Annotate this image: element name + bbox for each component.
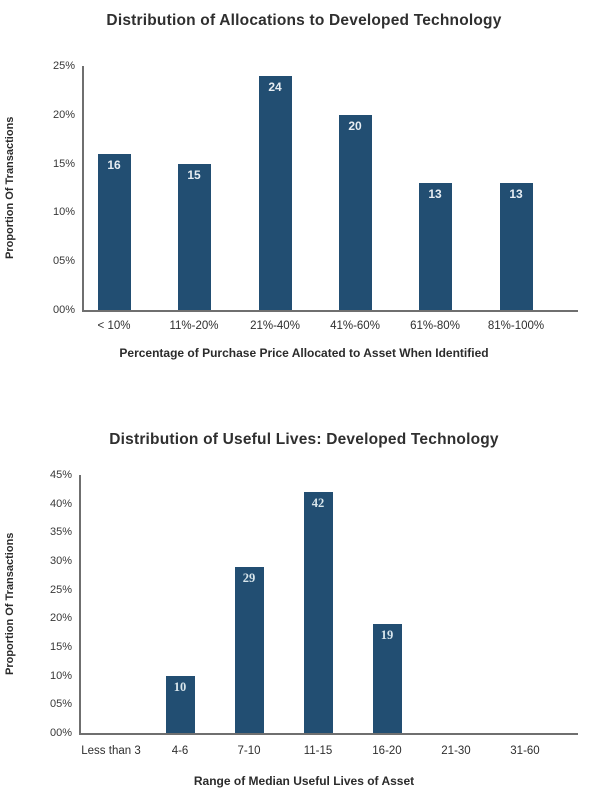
y-axis-line [79, 475, 81, 733]
y-tick-label: 25% [49, 583, 72, 596]
y-tick-label: 35% [49, 526, 72, 539]
y-tick-label: 15% [49, 641, 72, 653]
x-category-label: 21%-40% [250, 320, 300, 332]
y-tick-label: 20% [52, 108, 75, 121]
chart-title: Distribution of Allocations to Developed Technology [106, 12, 502, 29]
bar [98, 154, 131, 310]
allocations-chart [0, 0, 608, 395]
y-tick-label: 00% [49, 727, 72, 739]
x-category-label: 16-20 [372, 745, 402, 757]
y-tick-label: 05% [52, 255, 75, 268]
y-tick-label: 15% [52, 157, 75, 170]
x-category-label: Less than 3 [81, 745, 141, 757]
bar [235, 567, 264, 733]
y-tick-label: 30% [49, 555, 72, 567]
y-tick-label: 45% [49, 469, 72, 481]
y-tick-label: 00% [52, 304, 75, 316]
bar [500, 183, 533, 310]
x-category-label: 4-6 [171, 745, 189, 757]
bar [419, 183, 452, 310]
bar-value-label: 42 [311, 496, 325, 510]
y-tick-label: 10% [52, 206, 75, 219]
bar [259, 76, 292, 310]
y-tick-label: 25% [52, 60, 75, 72]
y-tick-label: 40% [49, 497, 72, 510]
bar-value-label: 15 [187, 168, 201, 182]
bar-value-label: 10 [173, 680, 187, 694]
x-category-label: 61%-80% [410, 320, 460, 332]
bar-value-label: 16 [107, 158, 121, 172]
y-axis-title: Proportion Of Transactions [4, 116, 16, 260]
y-tick-label: 20% [49, 612, 72, 625]
x-axis-line [79, 733, 578, 735]
y-axis-line [82, 66, 84, 310]
chart-title: Distribution of Useful Lives: Developed Technology [109, 431, 499, 448]
bar-value-label: 24 [268, 80, 282, 94]
bar-value-label: 13 [428, 187, 442, 201]
bar [178, 164, 211, 310]
bar-value-label: 20 [348, 119, 362, 133]
bar-value-label: 13 [509, 187, 523, 201]
bar-value-label: 19 [380, 628, 394, 642]
x-category-label: 11%-20% [169, 320, 219, 332]
y-tick-label: 05% [49, 698, 72, 711]
x-category-label: 41%-60% [330, 320, 380, 332]
x-axis-line [82, 310, 578, 312]
useful-lives-chart [0, 395, 608, 800]
x-category-label: 81%-100% [487, 320, 545, 332]
x-axis-title: Percentage of Purchase Price Allocated to Asset When Identified [119, 346, 489, 360]
x-category-label: 21-30 [441, 745, 471, 757]
bar-value-label: 29 [242, 571, 256, 585]
bar [304, 492, 333, 733]
x-category-label: 31-60 [510, 745, 540, 757]
x-axis-title: Range of Median Useful Lives of Asset [193, 774, 415, 788]
x-category-label: < 10% [97, 320, 131, 332]
y-tick-label: 10% [49, 669, 72, 682]
x-category-label: 7-10 [237, 745, 261, 757]
bar [339, 115, 372, 310]
y-axis-title: Proportion Of Transactions [4, 532, 16, 676]
x-category-label: 11-15 [303, 745, 333, 757]
